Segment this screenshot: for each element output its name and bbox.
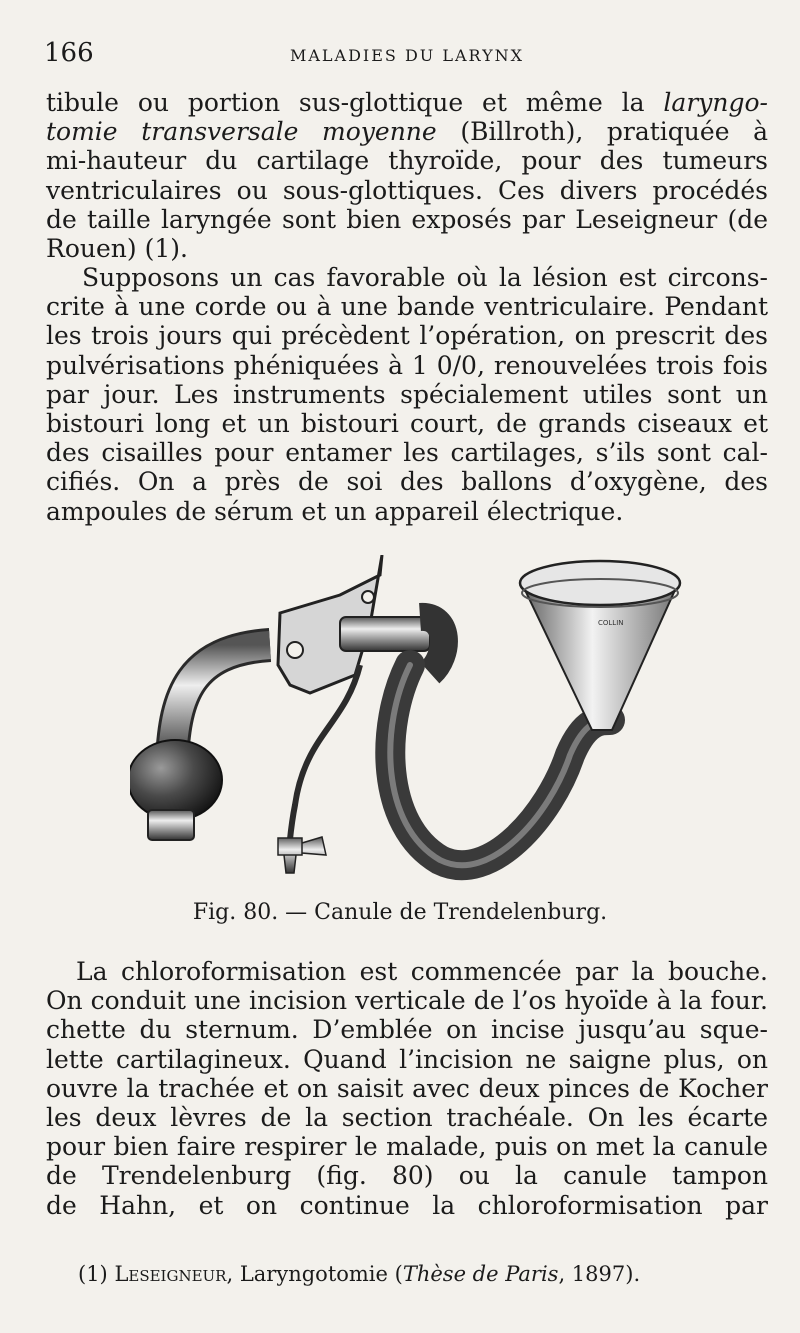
text-line: cifiés. On a près de soi des ballons d’oxygène, des bbox=[46, 467, 768, 497]
text-line: tibule ou portion sus-glottique et même la laryngo- bbox=[46, 88, 768, 117]
text-line: ventriculaires ou sous-glottiques. Ces divers procédés bbox=[46, 175, 768, 205]
text-line: lette cartilagineux. Quand l’incision ne saigne plus, on bbox=[46, 1044, 768, 1074]
text-line: Rouen) (1). bbox=[46, 234, 188, 264]
text-line: mi-hauteur du cartilage thyroïde, pour des tumeurs bbox=[46, 146, 768, 176]
running-head: MALADIES DU LARYNX bbox=[289, 46, 525, 65]
text-line: de taille laryngée sont bien exposés par Leseigneur (de bbox=[46, 204, 768, 234]
text-line: des cisailles pour entamer les cartilages, s’ils sont cal- bbox=[46, 438, 768, 468]
inflation-tube bbox=[288, 665, 360, 855]
page-number: 166 bbox=[44, 38, 94, 68]
plate-hole bbox=[362, 591, 374, 603]
text-line: ouvre la trachée et on saisit avec deux pinces de Kocher bbox=[46, 1073, 768, 1103]
text-line: les deux lèvres de la section trachéale. On les écarte bbox=[46, 1103, 768, 1133]
cannula-tip bbox=[148, 810, 194, 840]
footnote-source: Thèse de Paris bbox=[402, 1262, 559, 1286]
footnote-number: (1) bbox=[78, 1262, 108, 1286]
footnote-year: , 1897). bbox=[558, 1262, 641, 1286]
footnote bbox=[78, 1262, 640, 1286]
page-header bbox=[44, 38, 770, 74]
connector-tube bbox=[340, 617, 430, 651]
text-line: par jour. Les instruments spécialement utiles sont un bbox=[46, 379, 768, 409]
text-line: de Hahn, et on continue la chloroformisation par bbox=[46, 1190, 768, 1220]
text-line: pour bien faire respirer le malade, puis on met la canule bbox=[46, 1132, 768, 1162]
footnote-author: Leseigneur bbox=[114, 1262, 227, 1286]
text-line: chette du sternum. D’emblée on incise jusqu’au sque- bbox=[46, 1015, 768, 1045]
text-line: On conduit une incision verticale de l’os hyoïde à la four. bbox=[46, 986, 768, 1016]
paragraph-2 bbox=[46, 263, 768, 526]
inflatable-balloon bbox=[130, 740, 222, 820]
text-line: les trois jours qui précèdent l’opération, on prescrit des bbox=[46, 321, 768, 351]
text-line: de Trendelenburg (fig. 80) ou la canule tampon bbox=[46, 1161, 768, 1191]
plate-hole bbox=[287, 642, 303, 658]
paragraph-1 bbox=[46, 88, 768, 263]
text-line: La chloroformisation est commencée par la bouche. bbox=[76, 957, 768, 986]
text-line: Supposons un cas favorable où la lésion est circons- bbox=[82, 263, 768, 292]
trendelenburg-cannula-illustration bbox=[130, 555, 770, 890]
footnote-title: , Laryngotomie ( bbox=[226, 1262, 403, 1286]
text-line: pulvérisations phéniquées à 1 0/0, renouvelées trois fois bbox=[46, 350, 768, 380]
text-line: tomie transversale moyenne (Billroth), pratiquée à bbox=[46, 117, 768, 147]
stopcock bbox=[278, 837, 326, 873]
text-line: bistouri long et un bistouri court, de grands ciseaux et bbox=[46, 409, 768, 439]
text-line: crite à une corde ou à une bande ventriculaire. Pendant bbox=[46, 292, 768, 322]
figure-caption: Fig. 80. — Canule de Trendelenburg. bbox=[192, 900, 608, 925]
funnel-cone bbox=[525, 590, 675, 730]
paragraph-3 bbox=[46, 957, 768, 1220]
engraver-mark: COLLIN bbox=[598, 619, 624, 627]
text-line: ampoules de sérum et un appareil électrique. bbox=[46, 496, 624, 526]
